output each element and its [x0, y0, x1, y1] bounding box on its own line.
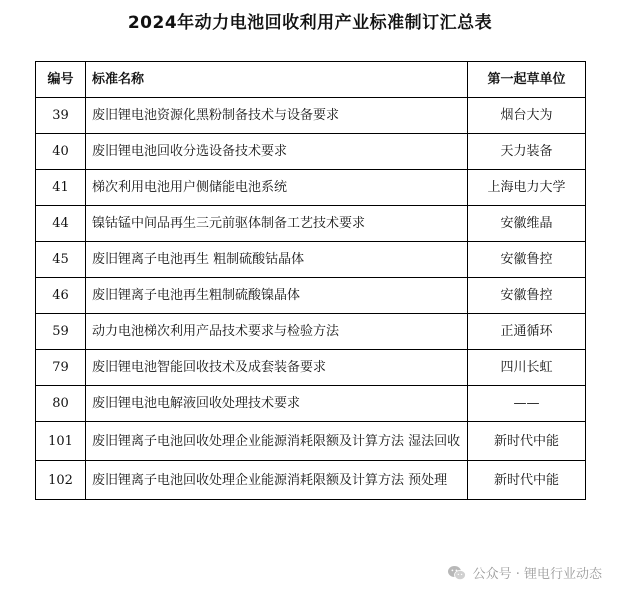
row-number: 80 — [36, 386, 86, 422]
row-standard-name: 废旧锂离子电池回收处理企业能源消耗限额及计算方法 湿法回收 — [86, 422, 468, 461]
row-drafting-unit: 烟台大为 — [468, 98, 586, 134]
row-drafting-unit: 天力装备 — [468, 134, 586, 170]
row-number: 79 — [36, 350, 86, 386]
row-standard-name: 镍钴锰中间品再生三元前驱体制备工艺技术要求 — [86, 206, 468, 242]
row-drafting-unit: 安徽鲁控 — [468, 242, 586, 278]
table-row — [36, 98, 586, 134]
row-drafting-unit: 四川长虹 — [468, 350, 586, 386]
header-drafting-unit: 第一起草单位 — [468, 62, 586, 98]
row-number: 44 — [36, 206, 86, 242]
row-standard-name: 废旧锂电池电解液回收处理技术要求 — [86, 386, 468, 422]
watermark — [447, 563, 602, 582]
watermark-text: 公众号 · 锂电行业动态 — [472, 567, 602, 582]
table-row — [36, 242, 586, 278]
wechat-icon — [447, 565, 467, 581]
row-standard-name: 废旧锂离子电池再生粗制硫酸镍晶体 — [86, 278, 468, 314]
table-row — [36, 461, 586, 500]
row-drafting-unit: —— — [468, 386, 586, 422]
standards-table — [35, 61, 586, 500]
row-number: 102 — [36, 461, 86, 500]
table-row — [36, 278, 586, 314]
row-standard-name: 废旧锂离子电池再生 粗制硫酸钴晶体 — [86, 242, 468, 278]
table-row — [36, 170, 586, 206]
row-drafting-unit: 安徽维晶 — [468, 206, 586, 242]
table-row — [36, 386, 586, 422]
row-number: 101 — [36, 422, 86, 461]
row-standard-name: 梯次利用电池用户侧储能电池系统 — [86, 170, 468, 206]
row-number: 40 — [36, 134, 86, 170]
table-row — [36, 314, 586, 350]
row-drafting-unit: 安徽鲁控 — [468, 278, 586, 314]
row-number: 59 — [36, 314, 86, 350]
row-number: 46 — [36, 278, 86, 314]
table-title: 2024年动力电池回收利用产业标准制订汇总表 — [127, 13, 493, 33]
table-row — [36, 134, 586, 170]
table-row — [36, 422, 586, 461]
row-number: 39 — [36, 98, 86, 134]
row-number: 41 — [36, 170, 86, 206]
row-drafting-unit: 新时代中能 — [468, 461, 586, 500]
row-drafting-unit: 上海电力大学 — [468, 170, 586, 206]
row-number: 45 — [36, 242, 86, 278]
row-standard-name: 废旧锂电池智能回收技术及成套装备要求 — [86, 350, 468, 386]
header-number: 编号 — [36, 62, 86, 98]
row-standard-name: 废旧锂离子电池回收处理企业能源消耗限额及计算方法 预处理 — [86, 461, 468, 500]
header-standard-name: 标准名称 — [86, 62, 468, 98]
row-drafting-unit: 正通循环 — [468, 314, 586, 350]
row-drafting-unit: 新时代中能 — [468, 422, 586, 461]
row-standard-name: 动力电池梯次利用产品技术要求与检验方法 — [86, 314, 468, 350]
row-standard-name: 废旧锂电池资源化黑粉制备技术与设备要求 — [86, 98, 468, 134]
table-row — [36, 350, 586, 386]
table-header-row — [36, 62, 586, 98]
row-standard-name: 废旧锂电池回收分选设备技术要求 — [86, 134, 468, 170]
table-row — [36, 206, 586, 242]
